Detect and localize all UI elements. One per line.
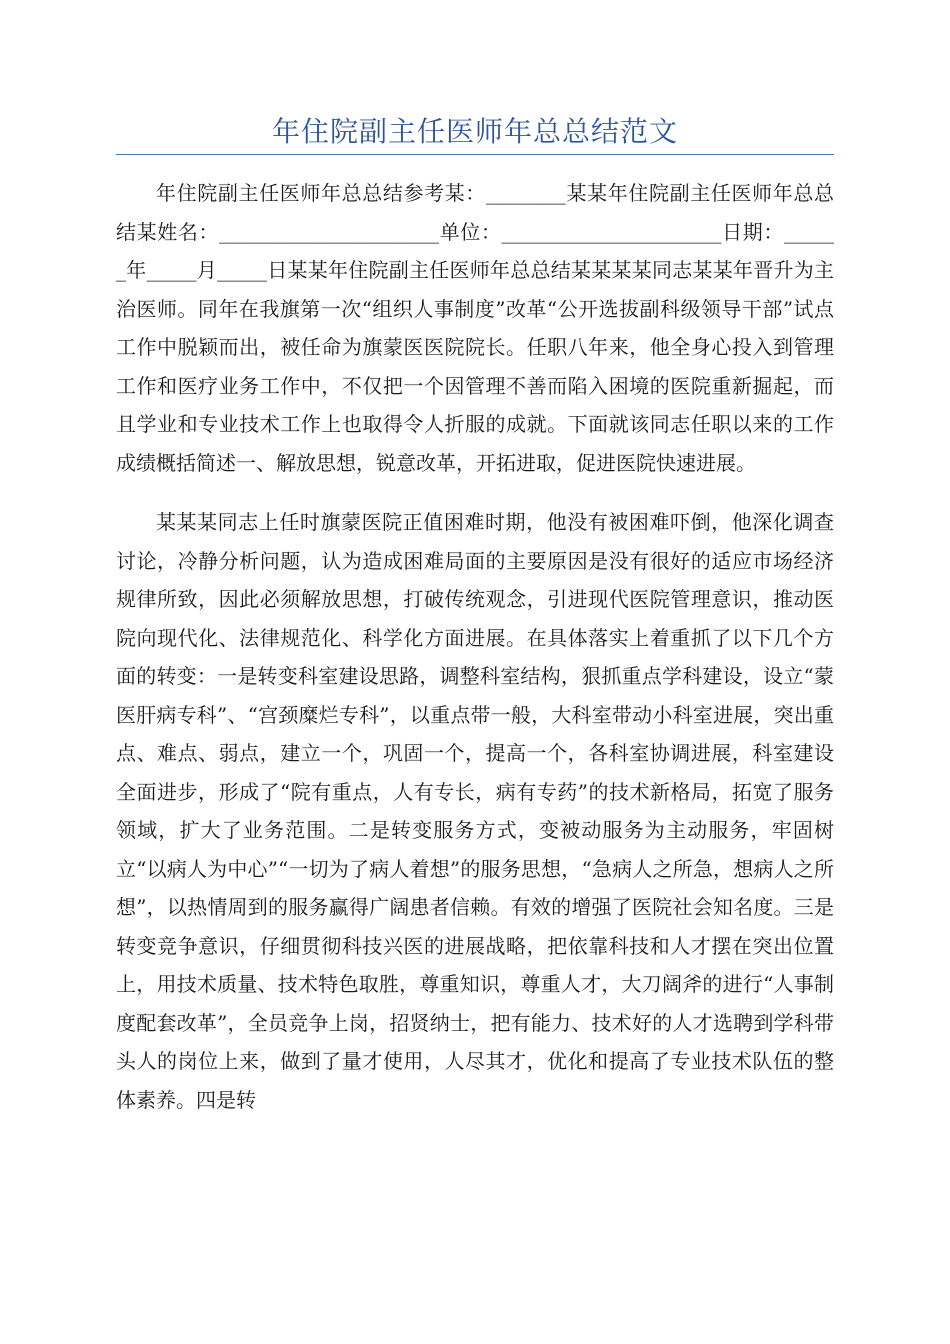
paragraph-1: 年住院副主任医师年总总结参考某：________某某年住院副主任医师年总总结某姓名：______________________单位：______________________日期：______年_____月_____日某某年住院副主任医师年总总结某某某某同志某某年晋升为主治医师。同年在我旗第一次“组织人事制度”改革“公开选拔副科级领导干部”试点工作中脱颖而出，被任命为旗蒙医医院院长。任职八年来，他全身心投入到管理工作和医疗业务工作中，不仅把一个因管理不善而陷入困境的医院重新掘起，而且学业和专业技术工作上也取得令人折服的成就。下面就该同志任职以来的工作成绩概括简述一、解放思想，锐意改革，开拓进取，促进医院快速进展。 — [116, 181, 834, 475]
paragraph-2: 某某某同志上任时旗蒙医院正值困难时期，他没有被困难吓倒，他深化调查讨论，冷静分析问题，认为造成困难局面的主要原因是没有很好的适应市场经济规律所致，因此必须解放思想，打破传统观念，引进现代医院管理意识，推动医院向现代化、法律规范化、科学化方面进展。在具体落实上着重抓了以下几个方面的转变：一是转变科室建设思路，调整科室结构，狠抓重点学科建设，设立“蒙医肝病专科”、“宫颈糜烂专科”，以重点带一般，大科室带动小科室进展，突出重点、难点、弱点，建立一个，巩固一个，提高一个，各科室协调进展，科室建设全面进步，形成了“院有重点，人有专长，病有专药”的技术新格局，拓宽了服务领域，扩大了业务范围。二是转变服务方式，变被动服务为主动服务，牢固树立“以病人为中心”“一切为了病人着想”的服务思想，“急病人之所急，想病人之所想”，以热情周到的服务赢得广阔患者信赖。有效的增强了医院社会知名度。三是转变竞争意识，仔细贯彻科技兴医的进展战略，把依靠科技和人才摆在突出位置上，用技术质量、技术特色取胜，尊重知识，尊重人才，大刀阔斧的进行“人事制度配套改革”，全员竞争上岗，招贤纳士，把有能力、技术好的人才选聘到学科带头人的岗位上来，做到了量才使用，人尽其才，优化和提高了专业技术队伍的整体素养。四是转 — [116, 510, 834, 1112]
title-underline — [116, 154, 834, 155]
document-body — [116, 174, 834, 1119]
document-title: 年住院副主任医师年总总结范文 — [271, 115, 678, 148]
